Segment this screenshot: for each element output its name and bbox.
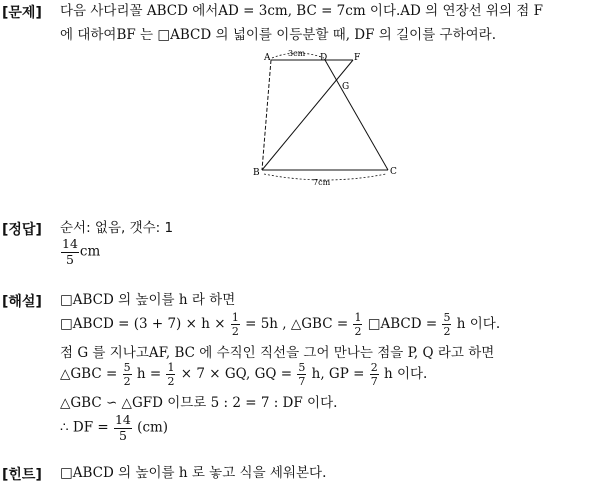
label-G: G <box>342 82 350 92</box>
solution-line-6: ∴ DF = $\frac{14}{5}$ (cm) <box>60 412 169 443</box>
solution-line-4: △GBC = $\frac{5}{2}$ h = $\frac{1}{2}$ × 7 × GQ, GQ = $\frac{5}{7}$ h, GP = $\frac{2}{7}$ h 이다. <box>60 361 428 388</box>
hint-label: [힌트] <box>2 467 42 483</box>
measure-top: 3cm <box>288 49 306 58</box>
label-B: B <box>253 168 260 178</box>
edge-DC <box>325 60 388 170</box>
answer-line-1: 순서: 없음, 갯수: 1 <box>60 220 174 236</box>
fraction: $\frac{1}{2}$ <box>167 361 175 388</box>
fraction: $\frac{5}{2}$ <box>123 361 131 388</box>
fraction: $\frac{5}{2}$ <box>443 311 451 338</box>
answer-fraction: $\frac{14}{5}$ <box>62 236 78 267</box>
label-F: F <box>354 53 361 63</box>
fraction: $\frac{5}{7}$ <box>298 361 306 388</box>
problem-line-2: 에 대하여BF 는 □ABCD 의 넓이를 이등분할 때, DF 의 길이를 구하여라. <box>60 27 496 43</box>
problem-label: [문제] <box>2 5 42 21</box>
hint-text: □ABCD 의 높이를 h 로 놓고 식을 세워본다. <box>60 465 327 481</box>
answer-label: [정답] <box>2 222 42 238</box>
solution-line-3: 점 G 를 지나고AF, BC 에 수직인 직선을 그어 만나는 점을 P, Q 라고 하면 <box>60 345 495 361</box>
edge-AB <box>262 60 271 170</box>
fraction: $\frac{2}{7}$ <box>370 361 378 388</box>
edge-BF <box>262 60 353 170</box>
solution-line-5: △GBC ∽ △GFD 이므로 5 : 2 = 7 : DF 이다. <box>60 395 338 411</box>
answer-value: $\frac{14}{5}$ cm <box>62 236 101 267</box>
fraction: $\frac{14}{5}$ <box>114 412 131 443</box>
solution-line-2: □ABCD = (3 + 7) × h × $\frac{1}{2}$ = 5h , △GBC = $\frac{1}{2}$ □ABCD = $\frac{5}{2}$ h 이다. <box>60 311 501 338</box>
label-A: A <box>264 53 271 63</box>
problem-line-1: 다음 사다리꼴 ABCD 에서AD = 3cm, BC = 7cm 이다.AD 의 연장선 위의 점 F <box>60 3 543 19</box>
fraction: $\frac{1}{2}$ <box>354 311 362 338</box>
solution-line-1: □ABCD 의 높이를 h 라 하면 <box>60 292 236 308</box>
solution-label: [해설] <box>2 294 42 310</box>
fraction: $\frac{1}{2}$ <box>231 311 239 338</box>
label-C: C <box>390 167 397 177</box>
label-D: D <box>320 53 328 63</box>
measure-bottom: 7cm <box>313 178 331 187</box>
trapezoid-figure <box>250 48 410 188</box>
